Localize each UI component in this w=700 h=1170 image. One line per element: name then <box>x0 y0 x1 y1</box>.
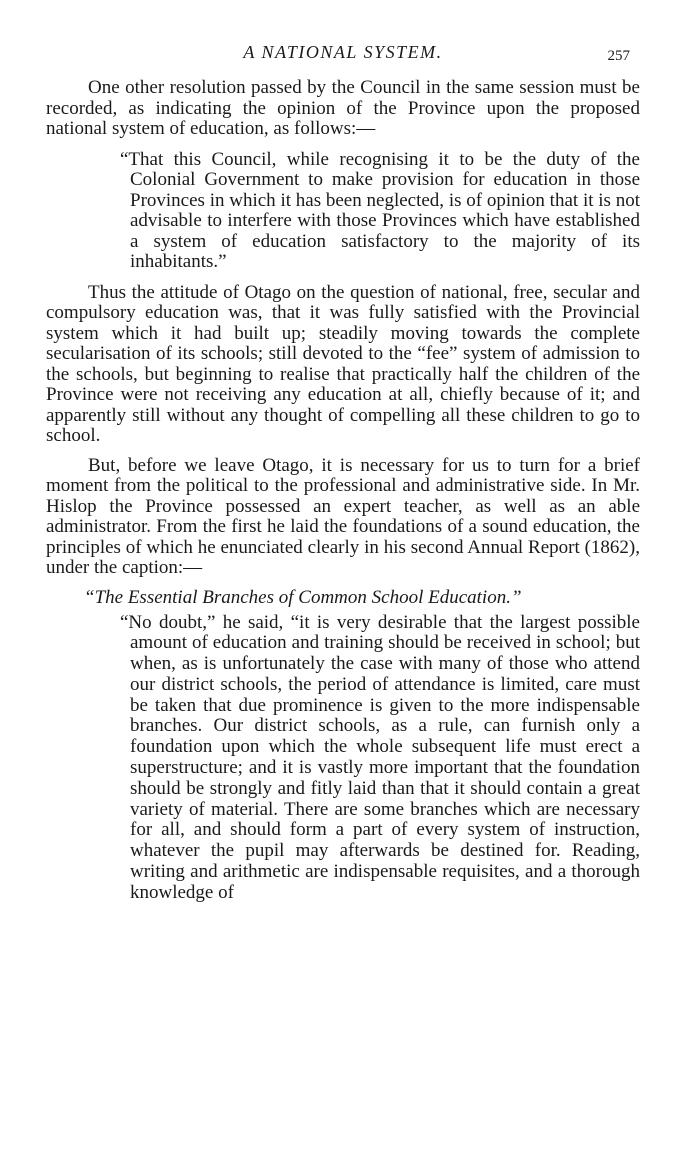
report-caption: “The Essential Branches of Common School Education.” <box>84 586 522 608</box>
paragraph-otago-attitude: Thus the attitude of Otago on the question of national, free, secular and compulsory education was, that it was fully satisfied with the Provincial system which it had built up; steadily moving towards the complete secularisation of its schools; still devoted to the “fee” system of admission to the schools, but beginning to realise that practically half the children of the Province were not receiving any education at all, chiefly because of it; and apparently still without any thought of compelling all these children to go to school. <box>46 281 640 446</box>
hislop-quote: “No doubt,” he said, “it is very desirable that the largest possible amount of education and training should be received in school; but when, as is unfortunately the case with many of those who attend our district schools, the period of attendance is limited, care must be taken that due prominence is given to the more indispensable branches. Our district schools, as a rule, can furnish only a foundation upon which the whole subsequent life must erect a superstructure; and it is vastly more important that the foundation should be strongly and fitly laid than that it should contain a great variety of material. There are some branches which are necessary for all, and should form a part of every system of instruction, whatever the pupil may afterwards be destined for. Reading, writing and arithmetic are indispensable requisites, and a thorough knowledge of <box>120 611 640 903</box>
page-number: 257 <box>607 48 630 64</box>
book-page <box>46 38 640 904</box>
paragraph-resolution-intro: One other resolution passed by the Council in the same session must be recorded, as indicating the opinion of the Province upon the proposed national system of education, as follows:— <box>46 77 640 139</box>
council-resolution-quote: “That this Council, while recognising it to be the duty of the Colonial Government to make provision for education in those Provinces in which it has been neglected, is of opinion that it is not advisable to interfere with those Provinces which have established a system of education satisfactory to the majority of its inhabitants.” <box>120 148 640 272</box>
running-head <box>46 38 640 66</box>
running-title: A NATIONAL SYSTEM. <box>243 42 443 62</box>
paragraph-hislop: But, before we leave Otago, it is necessary for us to turn for a brief moment from the political to the professional and administrative side. In Mr. Hislop the Province possessed an expert teacher, as well as an able administrator. From the first he laid the foundations of a sound education, the principles of which he enunciated clearly in his second Annual Report (1862), under the caption:— <box>46 454 640 578</box>
